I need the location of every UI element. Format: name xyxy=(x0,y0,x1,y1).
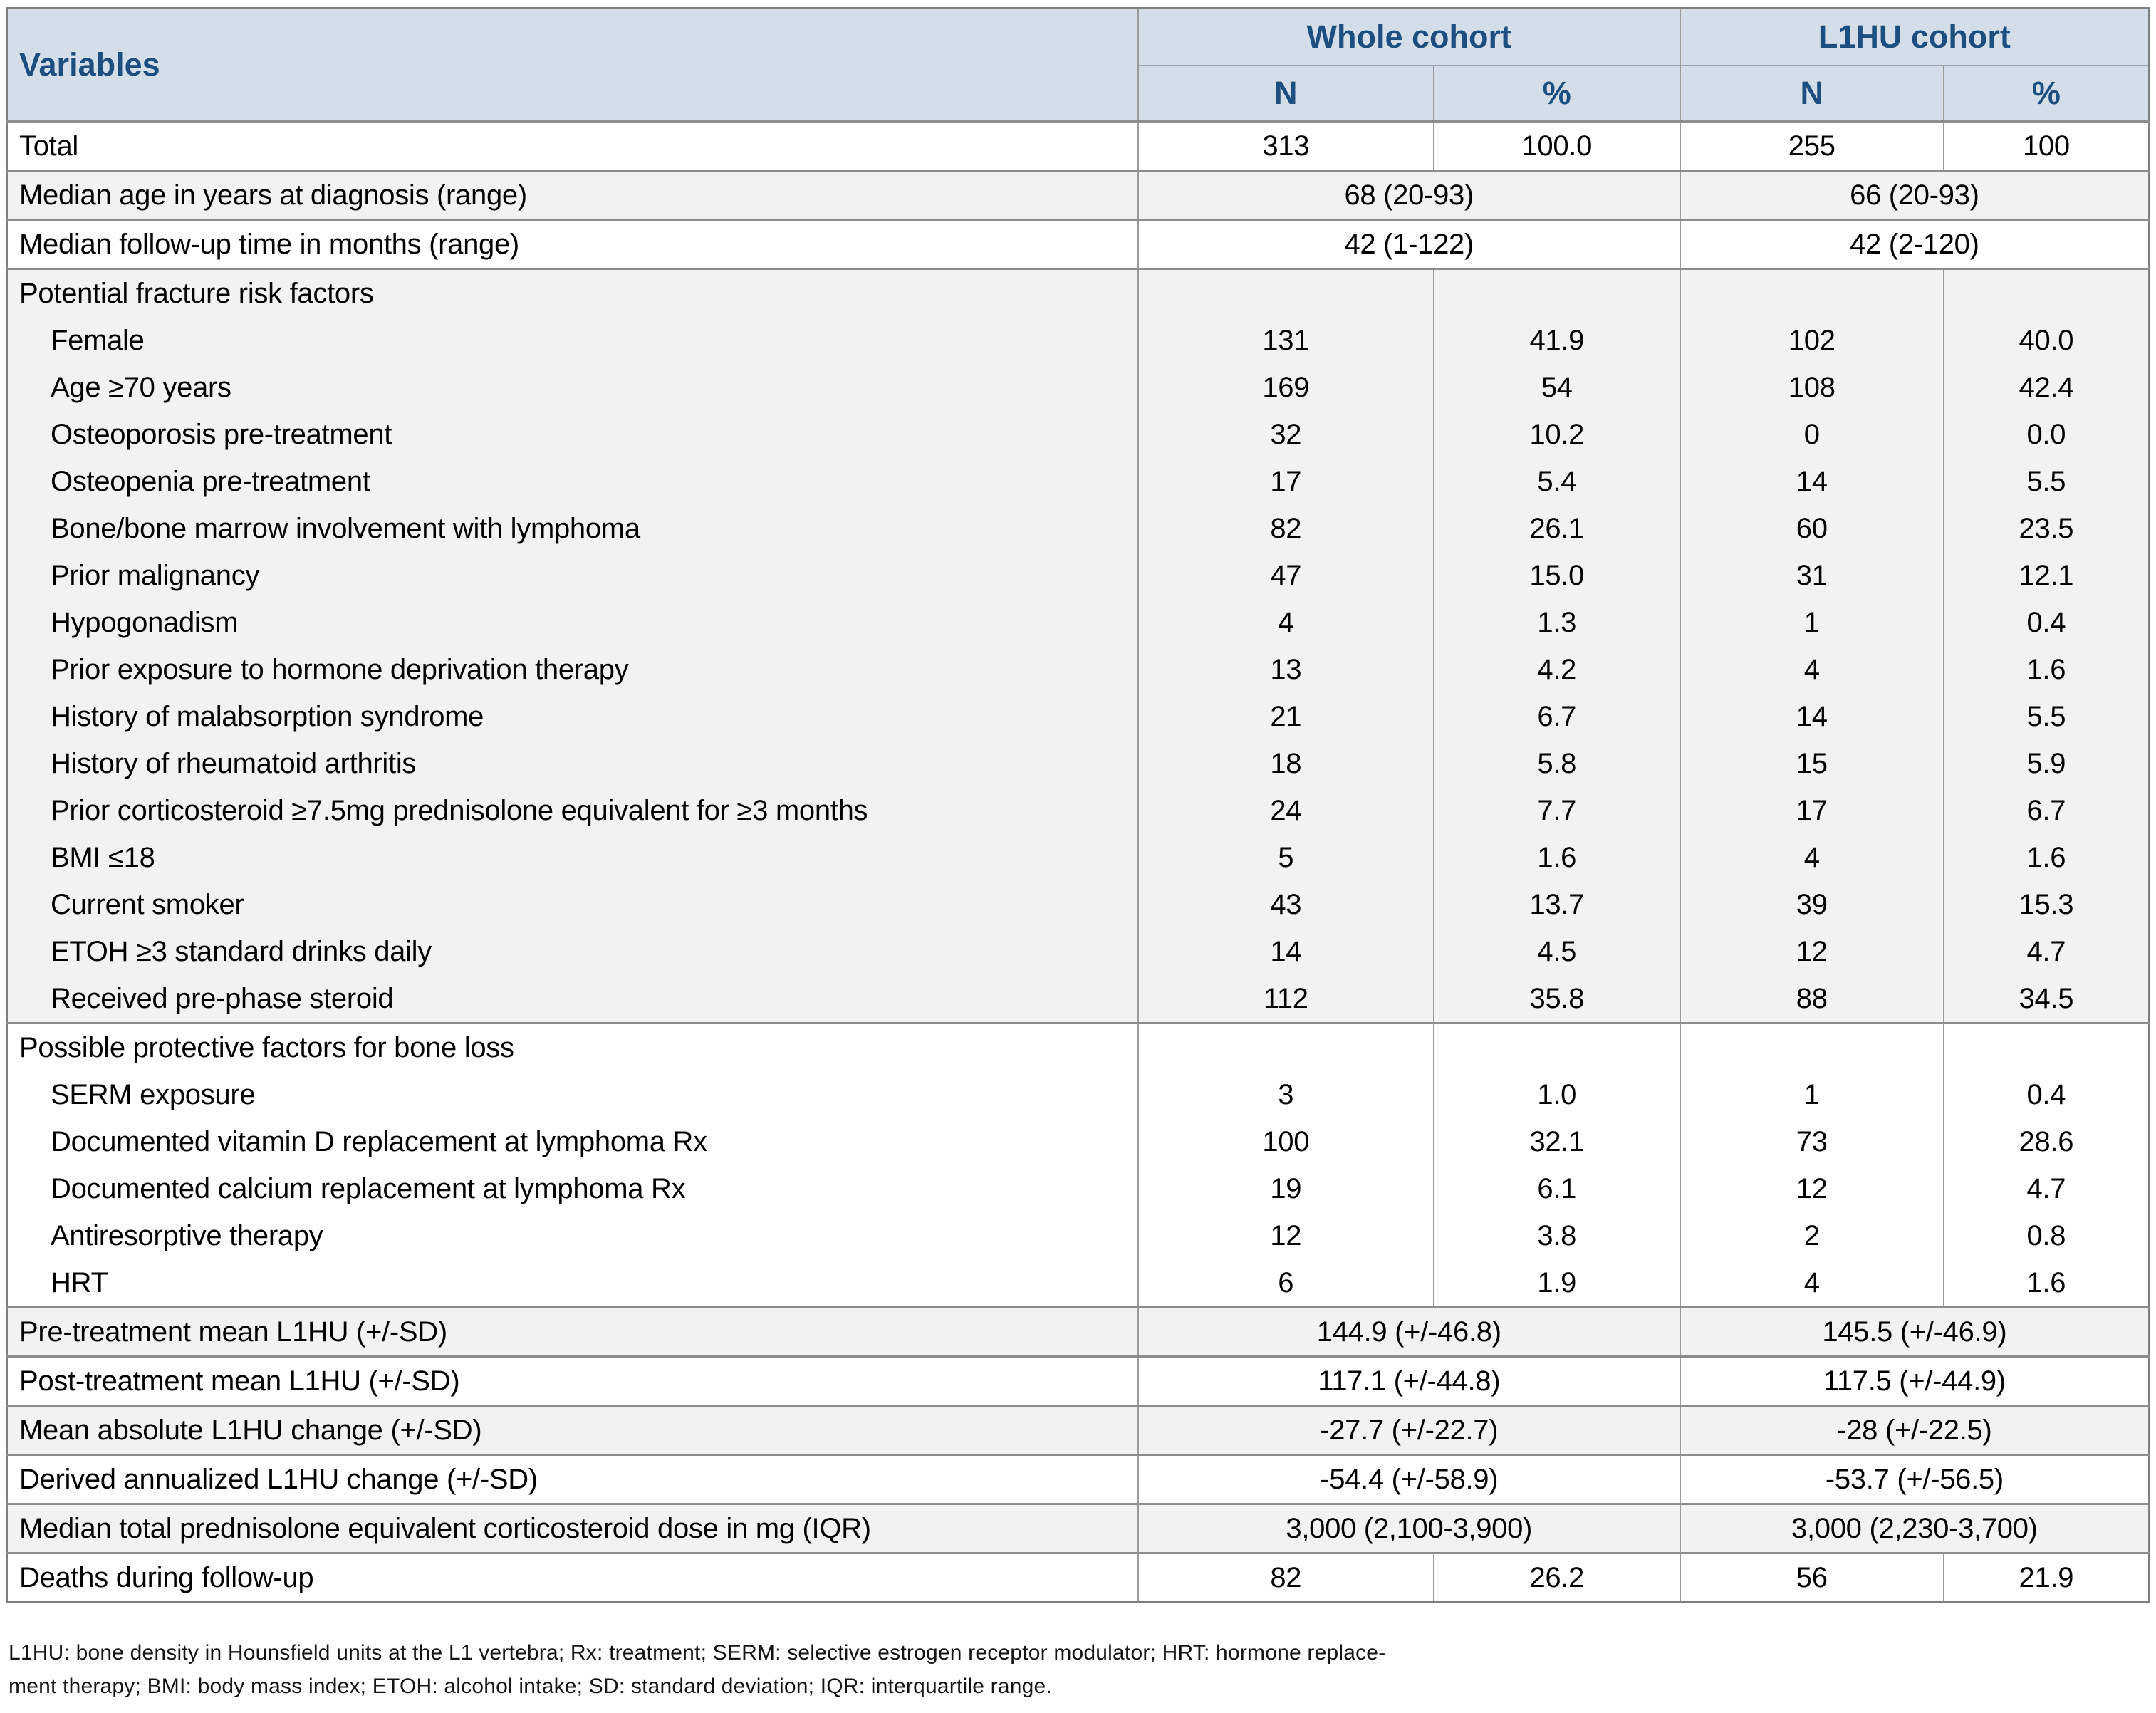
cell-value: 0 xyxy=(1803,418,1820,450)
cell-value: 6.1 xyxy=(1537,1172,1577,1204)
row-label: Post-treatment mean L1HU (+/-SD) xyxy=(19,1365,460,1397)
cell-value: 112 xyxy=(1263,982,1308,1014)
row-label-cell xyxy=(7,1357,1138,1406)
cell-value: 14 xyxy=(1796,465,1828,497)
value-cell xyxy=(1138,1553,1434,1603)
value-cell-merged xyxy=(1680,1455,2150,1504)
cell-value: 7.7 xyxy=(1537,794,1577,826)
row-label: Prior exposure to hormone deprivation therapy xyxy=(51,653,629,685)
value-cell xyxy=(1680,269,1944,1024)
value-cell-merged xyxy=(1680,171,2150,220)
cell-value: 66 (20-93) xyxy=(1850,179,1979,211)
row-label: Female xyxy=(51,324,145,356)
cell-value: 35.8 xyxy=(1529,982,1585,1014)
value-cell-merged xyxy=(1138,1357,1680,1406)
cell-value: 6 xyxy=(1278,1266,1294,1298)
cell-value: 1.6 xyxy=(2026,841,2066,873)
row-label-cell xyxy=(7,1553,1138,1603)
row-label: History of malabsorption syndrome xyxy=(51,700,484,732)
table-row xyxy=(7,1406,2150,1455)
cell-value: 4.7 xyxy=(2026,935,2066,967)
cell-value: -27.7 (+/-22.7) xyxy=(1320,1414,1499,1446)
cell-value: 17 xyxy=(1270,465,1302,497)
table-header xyxy=(7,9,2150,122)
row-label-cell xyxy=(7,1308,1138,1357)
cell-value: 13.7 xyxy=(1529,888,1585,920)
value-cell xyxy=(1944,269,2150,1024)
row-label: Age ≥70 years xyxy=(51,371,231,403)
col-header-l1hu-cohort: L1HU cohort xyxy=(1680,9,2150,66)
cell-value: 14 xyxy=(1796,700,1828,732)
row-label: Deaths during follow-up xyxy=(19,1561,314,1593)
row-label: Pre-treatment mean L1HU (+/-SD) xyxy=(19,1316,447,1348)
cell-value: 19 xyxy=(1270,1172,1302,1204)
cell-value: 18 xyxy=(1270,747,1302,779)
value-cell-merged xyxy=(1138,171,1680,220)
cell-value: 0.8 xyxy=(2026,1219,2066,1251)
cell-value: 117.5 (+/-44.9) xyxy=(1823,1365,2006,1397)
table-row xyxy=(7,1504,2150,1553)
cell-value: 39 xyxy=(1796,888,1828,920)
value-cell-merged xyxy=(1138,1406,1680,1455)
table-row xyxy=(7,269,2150,1024)
value-cell-merged xyxy=(1680,1406,2150,1455)
cell-value: -54.4 (+/-58.9) xyxy=(1320,1463,1499,1495)
cell-value: 1.0 xyxy=(1537,1078,1577,1110)
value-cell xyxy=(1434,1553,1680,1603)
cell-value: 4 xyxy=(1278,606,1294,638)
value-cell xyxy=(1680,1553,1944,1603)
col-header-pct-l1hu: % xyxy=(1944,66,2150,122)
row-label: Received pre-phase steroid xyxy=(51,982,394,1014)
cell-value: 26.2 xyxy=(1529,1561,1585,1593)
cell-value: 5.8 xyxy=(1537,747,1577,779)
cell-value: 0.0 xyxy=(2026,418,2066,450)
cell-value: 73 xyxy=(1796,1125,1828,1157)
table-row xyxy=(7,1357,2150,1406)
cell-value: 100 xyxy=(1262,1125,1310,1157)
cell-value: 3,000 (2,100-3,900) xyxy=(1286,1512,1533,1544)
cell-value xyxy=(1681,1024,1943,1071)
row-label-cell xyxy=(7,171,1138,220)
col-header-variables: Variables xyxy=(7,9,1138,122)
cell-value: 31 xyxy=(1796,559,1828,591)
value-cell xyxy=(1944,1553,2150,1603)
row-label-cell xyxy=(7,122,1138,171)
row-label: Derived annualized L1HU change (+/-SD) xyxy=(19,1463,538,1495)
row-label: BMI ≤18 xyxy=(51,841,155,873)
row-label: Hypogonadism xyxy=(51,606,239,638)
cell-value: 42 (2-120) xyxy=(1850,228,1979,260)
cell-value: 144.9 (+/-46.8) xyxy=(1316,1316,1501,1348)
value-cell xyxy=(1680,1024,1944,1308)
row-label: Prior malignancy xyxy=(51,559,260,591)
cell-value: 47 xyxy=(1270,559,1302,591)
cell-value: 32 xyxy=(1270,418,1302,450)
cell-value: 1 xyxy=(1803,1078,1820,1110)
cell-value xyxy=(1944,270,2148,317)
row-label: ETOH ≥3 standard drinks daily xyxy=(51,935,432,967)
cell-value: 145.5 (+/-46.9) xyxy=(1822,1316,2007,1348)
row-label-cell xyxy=(7,1406,1138,1455)
cell-value: 88 xyxy=(1796,982,1828,1014)
table-footnote xyxy=(9,1636,2147,1703)
cell-value: 108 xyxy=(1788,371,1835,403)
cell-value: 1.6 xyxy=(1537,841,1577,873)
row-label: Mean absolute L1HU change (+/-SD) xyxy=(19,1414,482,1446)
cell-value: 0.4 xyxy=(2026,606,2066,638)
cell-value: 3.8 xyxy=(1537,1219,1577,1251)
cell-value: -28 (+/-22.5) xyxy=(1837,1414,1992,1446)
value-cell-merged xyxy=(1138,1504,1680,1553)
cell-value: 1.6 xyxy=(2026,653,2066,685)
cell-value xyxy=(1434,270,1680,317)
row-label: Antiresorptive therapy xyxy=(51,1219,323,1251)
cell-value: 82 xyxy=(1270,1561,1302,1593)
cell-value: 255 xyxy=(1788,130,1835,162)
row-label: Prior corticosteroid ≥7.5mg prednisolone equivalent for ≥3 months xyxy=(51,794,868,826)
table-row xyxy=(7,220,2150,269)
row-label: Possible protective factors for bone loss xyxy=(19,1031,514,1063)
value-cell-merged xyxy=(1680,220,2150,269)
row-label: Potential fracture risk factors xyxy=(19,277,374,309)
row-label: Documented vitamin D replacement at lymphoma Rx xyxy=(51,1125,707,1157)
cell-value: 100.0 xyxy=(1521,130,1593,162)
row-label: SERM exposure xyxy=(51,1078,256,1110)
value-cell-merged xyxy=(1680,1504,2150,1553)
cell-value: 15.0 xyxy=(1529,559,1585,591)
cell-value: 15.3 xyxy=(2019,888,2074,920)
table-body xyxy=(7,122,2150,1603)
cell-value: 313 xyxy=(1262,130,1310,162)
row-label-cell xyxy=(7,220,1138,269)
table-row xyxy=(7,1455,2150,1504)
cell-value: 1 xyxy=(1803,606,1820,638)
cell-value: 5.5 xyxy=(2026,700,2066,732)
value-cell xyxy=(1138,1024,1434,1308)
cell-value: 23.5 xyxy=(2019,512,2074,544)
col-header-n-l1hu: N xyxy=(1680,66,1944,122)
row-label: HRT xyxy=(51,1266,108,1298)
cell-value: 32.1 xyxy=(1529,1125,1585,1157)
value-cell xyxy=(1680,122,1944,171)
row-label: Osteopenia pre-treatment xyxy=(51,465,370,497)
value-cell-merged xyxy=(1680,1357,2150,1406)
cell-value: 12.1 xyxy=(2019,559,2074,591)
cell-value: 169 xyxy=(1262,371,1310,403)
cell-value: 12 xyxy=(1796,1172,1828,1204)
table-row xyxy=(7,1308,2150,1357)
cell-value xyxy=(1434,1024,1680,1071)
cell-value: 6.7 xyxy=(1537,700,1577,732)
cell-value: 68 (20-93) xyxy=(1344,179,1474,211)
cell-value: 1.9 xyxy=(1537,1266,1577,1298)
cell-value: 5.5 xyxy=(2026,465,2066,497)
cell-value: 5.9 xyxy=(2026,747,2066,779)
cell-value: 102 xyxy=(1788,324,1835,356)
cell-value: 21.9 xyxy=(2019,1561,2074,1593)
cell-value: 43 xyxy=(1270,888,1302,920)
cell-value: 4 xyxy=(1803,1266,1820,1298)
cell-value: 42.4 xyxy=(2019,371,2074,403)
row-label: Bone/bone marrow involvement with lymphoma xyxy=(51,512,640,544)
cell-value: 4.2 xyxy=(1537,653,1577,685)
table-row xyxy=(7,122,2150,171)
row-label: Total xyxy=(19,130,78,162)
cell-value: 0.4 xyxy=(2026,1078,2066,1110)
cell-value: 56 xyxy=(1796,1561,1828,1593)
cell-value: 1.6 xyxy=(2026,1266,2066,1298)
cell-value: 60 xyxy=(1796,512,1828,544)
cell-value xyxy=(1681,270,1943,317)
value-cell-merged xyxy=(1138,1308,1680,1357)
row-label-cell xyxy=(7,1504,1138,1553)
cell-value: 82 xyxy=(1270,512,1302,544)
cell-value: 42 (1-122) xyxy=(1344,228,1474,260)
row-label: History of rheumatoid arthritis xyxy=(51,747,417,779)
cell-value: 131 xyxy=(1262,324,1310,356)
cell-value: -53.7 (+/-56.5) xyxy=(1825,1463,2004,1495)
cell-value: 12 xyxy=(1796,935,1828,967)
cell-value: 41.9 xyxy=(1529,324,1585,356)
cell-value: 40.0 xyxy=(2019,324,2074,356)
cell-value: 54 xyxy=(1541,371,1573,403)
table-row xyxy=(7,1553,2150,1603)
cell-value: 10.2 xyxy=(1529,418,1585,450)
cohort-table xyxy=(6,7,2150,1603)
cell-value: 34.5 xyxy=(2019,982,2074,1014)
cell-value: 14 xyxy=(1270,935,1302,967)
row-label-cell xyxy=(7,1455,1138,1504)
value-cell xyxy=(1434,122,1680,171)
value-cell xyxy=(1138,269,1434,1024)
cell-value: 28.6 xyxy=(2019,1125,2074,1157)
row-label: Median age in years at diagnosis (range) xyxy=(19,179,527,211)
table-row xyxy=(7,171,2150,220)
value-cell-merged xyxy=(1138,220,1680,269)
cell-value xyxy=(1139,270,1433,317)
col-header-pct-whole: % xyxy=(1434,66,1680,122)
cell-value: 100 xyxy=(2022,130,2070,162)
value-cell-merged xyxy=(1680,1308,2150,1357)
cell-value: 5.4 xyxy=(1537,465,1577,497)
cell-value: 6.7 xyxy=(2026,794,2066,826)
value-cell-merged xyxy=(1138,1455,1680,1504)
row-label: Median total prednisolone equivalent corticosteroid dose in mg (IQR) xyxy=(19,1512,871,1544)
cell-value: 12 xyxy=(1270,1219,1302,1251)
value-cell xyxy=(1138,122,1434,171)
cell-value: 2 xyxy=(1803,1219,1820,1251)
row-label-cell xyxy=(7,1024,1138,1308)
cell-value: 4.7 xyxy=(2026,1172,2066,1204)
cell-value: 13 xyxy=(1270,653,1302,685)
cell-value: 1.3 xyxy=(1537,606,1577,638)
cell-value xyxy=(1944,1024,2148,1071)
cell-value: 26.1 xyxy=(1529,512,1585,544)
row-label-cell xyxy=(7,269,1138,1024)
row-label: Current smoker xyxy=(51,888,244,920)
cell-value: 3,000 (2,230-3,700) xyxy=(1791,1512,2038,1544)
cell-value: 117.1 (+/-44.8) xyxy=(1318,1365,1501,1397)
footnote-line-2: ment therapy; BMI: body mass index; ETOH: alcohol intake; SD: standard deviation; IQR: interquartile range. xyxy=(9,1675,1052,1698)
cell-value: 3 xyxy=(1278,1078,1294,1110)
cell-value: 4 xyxy=(1803,653,1820,685)
value-cell xyxy=(1944,1024,2150,1308)
table-row xyxy=(7,1024,2150,1308)
cell-value: 4.5 xyxy=(1537,935,1577,967)
footnote-line-1: L1HU: bone density in Hounsfield units at the L1 vertebra; Rx: treatment; SERM: selective estrogen receptor modulator; HRT: hormone replace- xyxy=(9,1641,1386,1665)
cell-value: 21 xyxy=(1270,700,1302,732)
cell-value xyxy=(1139,1024,1433,1071)
col-header-whole-cohort: Whole cohort xyxy=(1138,9,1680,66)
cell-value: 5 xyxy=(1278,841,1294,873)
cell-value: 15 xyxy=(1796,747,1828,779)
value-cell xyxy=(1434,1024,1680,1308)
row-label: Median follow-up time in months (range) xyxy=(19,228,519,260)
col-header-n-whole: N xyxy=(1138,66,1434,122)
cell-value: 4 xyxy=(1803,841,1820,873)
row-label: Documented calcium replacement at lymphoma Rx xyxy=(51,1172,686,1204)
value-cell xyxy=(1944,122,2150,171)
value-cell xyxy=(1434,269,1680,1024)
cell-value: 24 xyxy=(1270,794,1302,826)
row-label: Osteoporosis pre-treatment xyxy=(51,418,392,450)
cell-value: 17 xyxy=(1796,794,1828,826)
